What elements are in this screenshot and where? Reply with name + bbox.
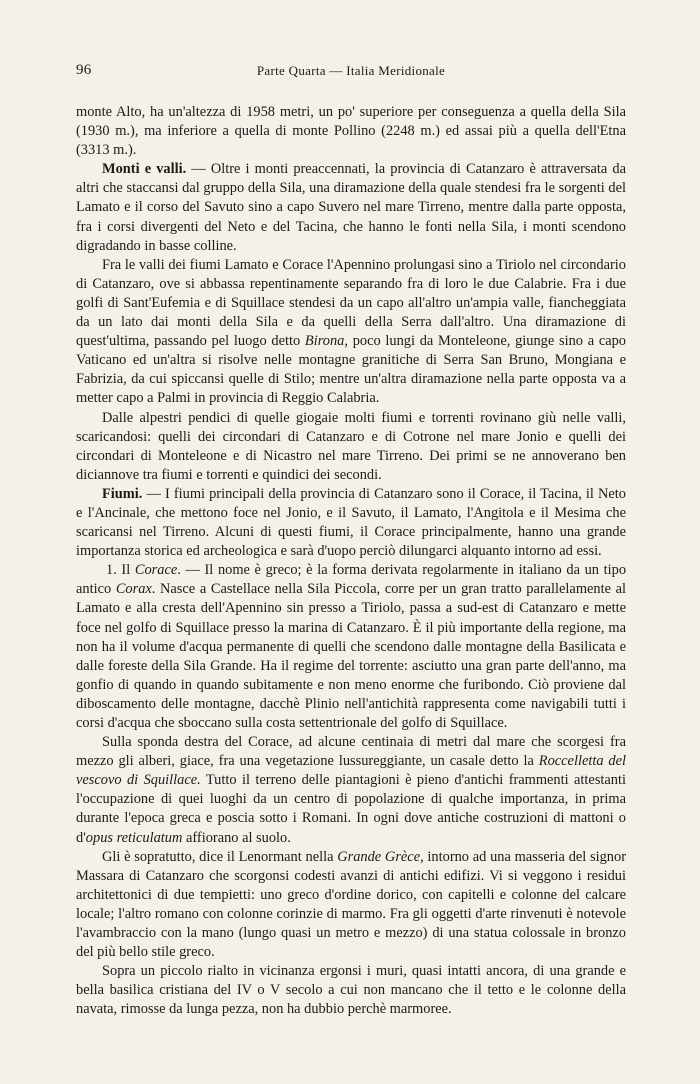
paragraph-continuation: monte Alto, ha un'altezza di 1958 metri, un po' superiore per conseguenza a quella della Sila (1930 m.), ma inferiore a quella di monte Pollino (2248 m.) ed assai più a quella dell'Etna (3313 m.). bbox=[76, 104, 626, 159]
paragraph-lenormant: Gli è sopratutto, dice il Lenormant nella Grande Grèce, intorno ad una masseria del signor Massara di Catanzaro che scorgonsi codesti avanzi di antichi edifizi. Vi si veggono i residui architettonici di due tempietti: uno greco d'ordine dorico, con capitelli e colonne del calcare locale; l'altro romano con colonne corinzie di marmo. Fra gli oggetti d'arte rinvenuti è notevole l'avambraccio con la mano (lungo quasi un metro e mezzo) di una statua colossale in bronzo del più bello stile greco. bbox=[76, 848, 626, 961]
running-title: Parte Quarta — Italia Meridionale bbox=[256, 63, 446, 78]
paragraph-torrenti: Dalle alpestri pendici di quelle giogaie molti fiumi e torrenti rovinano giù nelle valli, scaricandosi: quelli dei circondari di Catanzaro e di Cotrone nel mare Jonio e quelli dei circondari di Monteleone e di Nicastro nel mare Tirreno. Dei primi se ne annoverano ben diciannove tra fiumi e torrenti e quindici dei secondi. bbox=[76, 409, 626, 483]
paragraph-fiumi: Fiumi. — I fiumi principali della provincia di Catanzaro sono il Corace, il Tacina, il Neto e l'Ancinale, che mettono foce nel Jonio, e il Savuto, il Lamato, l'Angitola e il Mesima che scaricansi nel Tirreno. Alcuni di questi fiumi, il Corace principalmente, hanno una grande importanza storica ed archeologica e sarà d'uopo perciò dilungarci alquanto intorno ad essi. bbox=[76, 485, 626, 560]
page-number: 96 bbox=[76, 62, 92, 78]
paragraph-corace: 1. Il Corace. — Il nome è greco; è la forma derivata regolarmente in italiano da un tipo antico Corax. Nasce a Castellace nella Sila Piccola, corre per un gran tratto parallelamente al Lamato e alla cresta dell'Apennino sin presso a Tiriolo, passa a sud-est di Catanzaro e mette foce nel golfo di Squillace presso la marina di Catanzaro. È il più importante della regione, ma non ha il volume d'acqua permanente di quelli che scendono dalle montagne della Basilicata e dalle foreste della Sila Grande. Ha il regime del torrente: asciutto una gran parte dell'anno, ma gonfio di quando in quando subitamente e non meno enorme che furibondo. Ciò proviene dal diboscamento delle montagne, dacchè Plinio nell'antichità rappresenta come navigabili tutti i corsi d'acqua che sboccano sulla costa settentrionale del golfo di Squillace. bbox=[76, 562, 627, 731]
section-heading-monti-e-valli: Monti e valli. bbox=[102, 161, 187, 178]
paragraph-monti-e-valli: Monti e valli. — Oltre i monti preaccennati, la provincia di Catanzaro è attraversata da altri che staccansi dal gruppo della Sila, una diramazione della quale stendesi fra le sorgenti del Lamato e il corso del Savuto sino a capo Suvero nel mare Tirreno, mentre dalla parte opposta, fra i corsi divergenti del Neto e del Tacina, che hanno le fonti nella Sila, i monti scendono digradando in basse colline. bbox=[76, 161, 626, 254]
paragraph-roccelletta: Sulla sponda destra del Corace, ad alcune centinaia di metri dal mare che scorgesi fra mezzo gli alberi, giace, fra una vegetazione lussureggiante, un casale detto la Roccelletta del vescovo di Squillace. Tutto il terreno delle piantagioni è pieno d'antichi frammenti attestanti l'occupazione di quei luoghi da un centro di popolazione di qualche importanza, in prima durante l'epoca greca e poscia sotto i Romani. In ogni dove antiche costruzioni di mattoni o d'opus reticulatum affiorano al suolo. bbox=[76, 734, 627, 846]
page-header bbox=[76, 62, 626, 82]
page-body bbox=[76, 103, 626, 1020]
paragraph-valli: Fra le valli dei fiumi Lamato e Corace l'Apennino prolungasi sino a Tiriolo nel circondario di Catanzaro, ove si abbassa repentinamente separando fra di loro le due Calabrie. Fra i due golfi di Sant'Eufemia e di Squillace stendesi da un capo all'altro un'ampia valle, fiancheggiata da un lato dai monti della Sila e da quelli della Serra dall'altro. Una diramazione di quest'ultima, passando pel luogo detto Birona, poco lungi da Monteleone, giunge sino a capo Vaticano ed un'altra si risolve nelle montagne granitiche di Serra San Bruno, Mongiana e Fabrizia, da cui spiccansi quelle di Stilo; mentre un'altra diramazione nella parte opposta va a metter capo a Palmi in provincia di Reggio Calabria. bbox=[76, 256, 627, 407]
section-heading-fiumi: Fiumi. bbox=[102, 485, 143, 502]
paragraph-basilica: Sopra un piccolo rialto in vicinanza ergonsi i muri, quasi intatti ancora, di una grande e bella basilica cristiana del IV o V secolo a cui non mancano che il tetto e le colonne della navata, rimosse da lunga pezza, non ha dubbio perchè marmoree. bbox=[76, 963, 626, 1018]
